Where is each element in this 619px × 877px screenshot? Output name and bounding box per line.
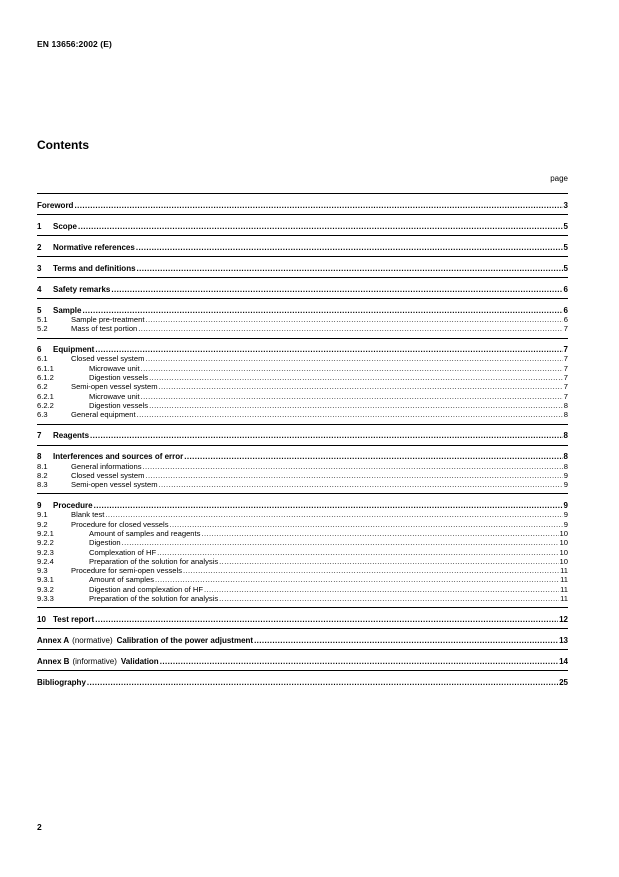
toc-entry-title: Reagents — [53, 431, 90, 441]
toc-dot-leader — [137, 410, 563, 419]
toc-entry-page: 25 — [559, 678, 568, 688]
page-title: Contents — [37, 138, 89, 152]
toc-divider — [37, 424, 568, 425]
toc-entry-title: Procedure for closed vessels — [71, 519, 169, 529]
toc-entry[interactable] — [37, 615, 568, 624]
toc-entry-number: 9.1 — [37, 510, 48, 520]
toc-entry-number: 7 — [37, 431, 42, 441]
toc-entry-page: 11 — [560, 575, 568, 585]
toc-entry-number: 1 — [37, 221, 42, 231]
toc-entry-title: General equipment — [71, 410, 136, 420]
toc-entry-title: Procedure — [53, 501, 93, 511]
toc-divider — [37, 193, 568, 194]
toc-entry[interactable] — [37, 462, 568, 471]
toc-entry-page: 7 — [563, 373, 568, 383]
toc-entry-title: Procedure for semi-open vessels — [71, 566, 183, 576]
toc-entry-title: Digestion and complexation of HF — [89, 584, 203, 594]
page-number: 2 — [37, 822, 42, 832]
toc-entry[interactable] — [37, 201, 568, 210]
toc-entry-page: 8 — [563, 431, 568, 441]
toc-entry[interactable] — [37, 501, 568, 510]
toc-entry-number: 2 — [37, 242, 42, 252]
toc-entry-page: 9 — [563, 510, 568, 520]
toc-entry-title: Blank test — [71, 510, 105, 520]
toc-entry-page: 10 — [559, 547, 568, 557]
toc-entry-number: 6.2.2 — [37, 400, 54, 410]
toc-entry-page: 7 — [563, 354, 568, 364]
toc-entry-number: 5 — [37, 305, 42, 315]
toc-dot-leader — [149, 401, 563, 410]
toc-entry-number: 9.2.2 — [37, 538, 54, 548]
toc-entry-page: 6 — [563, 314, 568, 324]
toc-entry-page: 14 — [559, 657, 568, 667]
toc-entry[interactable] — [37, 520, 568, 529]
toc-entry-number: 6.1 — [37, 354, 48, 364]
toc-entry[interactable] — [37, 401, 568, 410]
toc-dot-leader — [170, 520, 563, 529]
table-of-contents — [37, 193, 568, 687]
toc-entry-title: Closed vessel system — [71, 470, 145, 480]
toc-entry[interactable] — [37, 657, 568, 666]
toc-entry-page: 7 — [563, 391, 568, 401]
toc-entry-page: 5 — [563, 242, 568, 252]
toc-entry-title: Complexation of HF — [89, 547, 157, 557]
toc-entry-title: Amount of samples — [89, 575, 154, 585]
toc-divider — [37, 235, 568, 236]
toc-entry-number: 4 — [37, 284, 42, 294]
toc-entry-number: Annex B — [37, 657, 70, 667]
toc-entry[interactable] — [37, 324, 568, 333]
toc-divider — [37, 445, 568, 446]
toc-dot-leader — [184, 452, 562, 461]
toc-entry-number: 8.3 — [37, 480, 48, 490]
toc-dot-leader — [122, 538, 559, 547]
toc-entry[interactable] — [37, 306, 568, 315]
toc-entry-title: Closed vessel system — [71, 354, 145, 364]
toc-entry-number: 6.1.1 — [37, 363, 54, 373]
toc-entry[interactable] — [37, 575, 568, 584]
toc-entry-page: 10 — [559, 529, 568, 538]
toc-entry-number: 6.2 — [37, 382, 48, 392]
toc-entry-page: 7 — [563, 363, 568, 373]
toc-entry-number: 9.3 — [37, 566, 48, 576]
toc-entry[interactable] — [37, 529, 568, 538]
toc-dot-leader — [183, 566, 559, 575]
toc-entry-title: Normative references — [53, 242, 135, 252]
toc-dot-leader — [111, 285, 562, 294]
toc-entry-number: 10 — [37, 615, 46, 625]
toc-entry-title: Interferences and sources of error — [53, 452, 184, 462]
toc-entry-number: 5.2 — [37, 324, 48, 334]
toc-dot-leader — [157, 548, 558, 557]
toc-entry-page: 5 — [563, 263, 568, 273]
toc-entry[interactable] — [37, 594, 568, 603]
toc-entry-title: Equipment — [53, 345, 95, 355]
toc-entry-page: 6 — [563, 305, 568, 315]
toc-entry-number: 9.2.4 — [37, 556, 54, 566]
toc-dot-leader — [94, 501, 563, 510]
toc-entry-number: 8.1 — [37, 461, 48, 471]
toc-divider — [37, 607, 568, 608]
toc-dot-leader — [137, 264, 563, 273]
toc-entry[interactable] — [37, 382, 568, 391]
toc-dot-leader — [145, 471, 562, 480]
toc-entry-title: Test report — [53, 615, 95, 625]
toc-divider — [37, 649, 568, 650]
toc-entry-page: 7 — [563, 324, 568, 334]
toc-entry-number: 9.2.1 — [37, 529, 54, 538]
toc-entry-page: 7 — [563, 345, 568, 355]
toc-entry-title: Calibration of the power adjustment — [116, 636, 254, 646]
toc-entry-page: 9 — [563, 519, 568, 529]
toc-entry-annex-qualifier: (normative) — [72, 636, 113, 646]
toc-entry-page: 3 — [563, 200, 568, 210]
toc-divider — [37, 298, 568, 299]
toc-entry-title: Amount of samples and reagents — [89, 529, 201, 538]
toc-entry-page: 9 — [563, 501, 568, 511]
toc-entry[interactable] — [37, 364, 568, 373]
toc-entry[interactable] — [37, 243, 568, 252]
toc-dot-leader — [141, 392, 563, 401]
toc-entry-annex-qualifier: (informative) — [72, 657, 117, 667]
toc-entry[interactable] — [37, 636, 568, 645]
toc-entry-page: 8 — [563, 400, 568, 410]
toc-dot-leader — [149, 373, 563, 382]
toc-divider — [37, 493, 568, 494]
toc-entry[interactable] — [37, 264, 568, 273]
toc-divider — [37, 338, 568, 339]
toc-dot-leader — [204, 585, 559, 594]
toc-entry-page: 10 — [559, 538, 568, 548]
toc-entry-page: 6 — [563, 284, 568, 294]
toc-entry[interactable] — [37, 315, 568, 324]
toc-dot-leader — [90, 431, 563, 440]
toc-entry-title: Scope — [53, 221, 78, 231]
toc-entry-page: 11 — [560, 584, 568, 594]
toc-entry-title: Semi-open vessel system — [71, 480, 158, 490]
toc-entry[interactable] — [37, 585, 568, 594]
toc-entry-title: Terms and definitions — [53, 263, 136, 273]
toc-entry-title: Safety remarks — [53, 284, 111, 294]
toc-entry[interactable] — [37, 510, 568, 519]
toc-entry-page: 7 — [563, 382, 568, 392]
toc-entry[interactable] — [37, 678, 568, 687]
toc-entry-number: 9.2 — [37, 519, 48, 529]
toc-dot-leader — [145, 354, 562, 363]
toc-entry[interactable] — [37, 222, 568, 231]
toc-entry[interactable] — [37, 354, 568, 363]
toc-entry-page: 12 — [559, 615, 568, 625]
toc-entry-number: 8.2 — [37, 470, 48, 480]
toc-entry[interactable] — [37, 557, 568, 566]
toc-entry-page: 5 — [563, 221, 568, 231]
toc-entry[interactable] — [37, 548, 568, 557]
toc-entry-number: 6.2.1 — [37, 391, 54, 401]
toc-entry[interactable] — [37, 431, 568, 440]
toc-entry[interactable] — [37, 538, 568, 547]
toc-dot-leader — [138, 324, 563, 333]
page-column-label: page — [550, 174, 568, 183]
toc-entry[interactable] — [37, 392, 568, 401]
toc-dot-leader — [95, 345, 562, 354]
toc-dot-leader — [105, 510, 562, 519]
toc-dot-leader — [74, 201, 562, 210]
toc-entry-title: General informations — [71, 461, 142, 471]
toc-entry-number: 3 — [37, 263, 42, 273]
toc-entry-page: 8 — [563, 461, 568, 471]
toc-entry-title: Bibliography — [37, 678, 86, 688]
toc-entry-page: 9 — [563, 480, 568, 490]
toc-dot-leader — [136, 243, 563, 252]
toc-dot-leader — [145, 315, 562, 324]
toc-divider — [37, 628, 568, 629]
toc-entry-title: Sample — [53, 305, 82, 315]
toc-entry-number: 5.1 — [37, 314, 48, 324]
toc-dot-leader — [219, 557, 558, 566]
toc-entry-number: 6.3 — [37, 410, 48, 420]
toc-entry-page: 8 — [563, 410, 568, 420]
toc-entry-page: 11 — [560, 566, 568, 576]
toc-dot-leader — [141, 364, 563, 373]
toc-dot-leader — [87, 678, 558, 687]
toc-entry[interactable] — [37, 373, 568, 382]
toc-entry[interactable] — [37, 471, 568, 480]
toc-entry-page: 11 — [560, 594, 568, 604]
toc-entry-number: 9.2.3 — [37, 547, 54, 557]
toc-entry-title: Validation — [120, 657, 159, 667]
toc-entry-number: 9.3.2 — [37, 584, 54, 594]
toc-divider — [37, 256, 568, 257]
toc-entry-page: 9 — [563, 470, 568, 480]
toc-dot-leader — [160, 657, 558, 666]
toc-entry[interactable] — [37, 285, 568, 294]
toc-entry-page: 10 — [559, 556, 568, 566]
toc-entry[interactable] — [37, 345, 568, 354]
toc-entry[interactable] — [37, 566, 568, 575]
toc-entry-number: 8 — [37, 452, 42, 462]
toc-dot-leader — [159, 382, 563, 391]
toc-entry-title: Digestion vessels — [89, 373, 149, 383]
toc-dot-leader — [95, 615, 558, 624]
toc-entry-number: 9 — [37, 501, 42, 511]
toc-dot-leader — [201, 529, 558, 538]
toc-entry-title: Preparation of the solution for analysis — [89, 556, 219, 566]
toc-entry-number: 6 — [37, 345, 42, 355]
toc-entry-title: Preparation of the solution for analysis — [89, 594, 219, 604]
toc-divider — [37, 214, 568, 215]
toc-dot-leader — [82, 306, 562, 315]
toc-entry-number: 9.3.3 — [37, 594, 54, 604]
toc-entry-title: Sample pre-treatment — [71, 314, 145, 324]
toc-dot-leader — [143, 462, 563, 471]
toc-entry-title: Semi-open vessel system — [71, 382, 158, 392]
toc-dot-leader — [159, 480, 563, 489]
toc-entry-title: Foreword — [37, 200, 74, 210]
toc-entry-number: 9.3.1 — [37, 575, 54, 585]
toc-entry-page: 13 — [559, 636, 568, 646]
toc-entry-title: Microwave unit — [89, 363, 140, 373]
toc-entry-title: Mass of test portion — [71, 324, 138, 334]
toc-entry-title: Digestion — [89, 538, 121, 548]
toc-entry-title: Digestion vessels — [89, 400, 149, 410]
toc-entry-number: Annex A — [37, 636, 70, 646]
toc-entry[interactable] — [37, 480, 568, 489]
toc-dot-leader — [219, 594, 559, 603]
toc-entry[interactable] — [37, 452, 568, 461]
toc-dot-leader — [78, 222, 563, 231]
toc-entry[interactable] — [37, 410, 568, 419]
toc-dot-leader — [254, 636, 558, 645]
toc-dot-leader — [155, 575, 559, 584]
toc-entry-page: 8 — [563, 452, 568, 462]
toc-divider — [37, 277, 568, 278]
toc-entry-number: 6.1.2 — [37, 373, 54, 383]
toc-entry-title: Microwave unit — [89, 391, 140, 401]
document-id: EN 13656:2002 (E) — [37, 39, 112, 49]
toc-divider — [37, 670, 568, 671]
